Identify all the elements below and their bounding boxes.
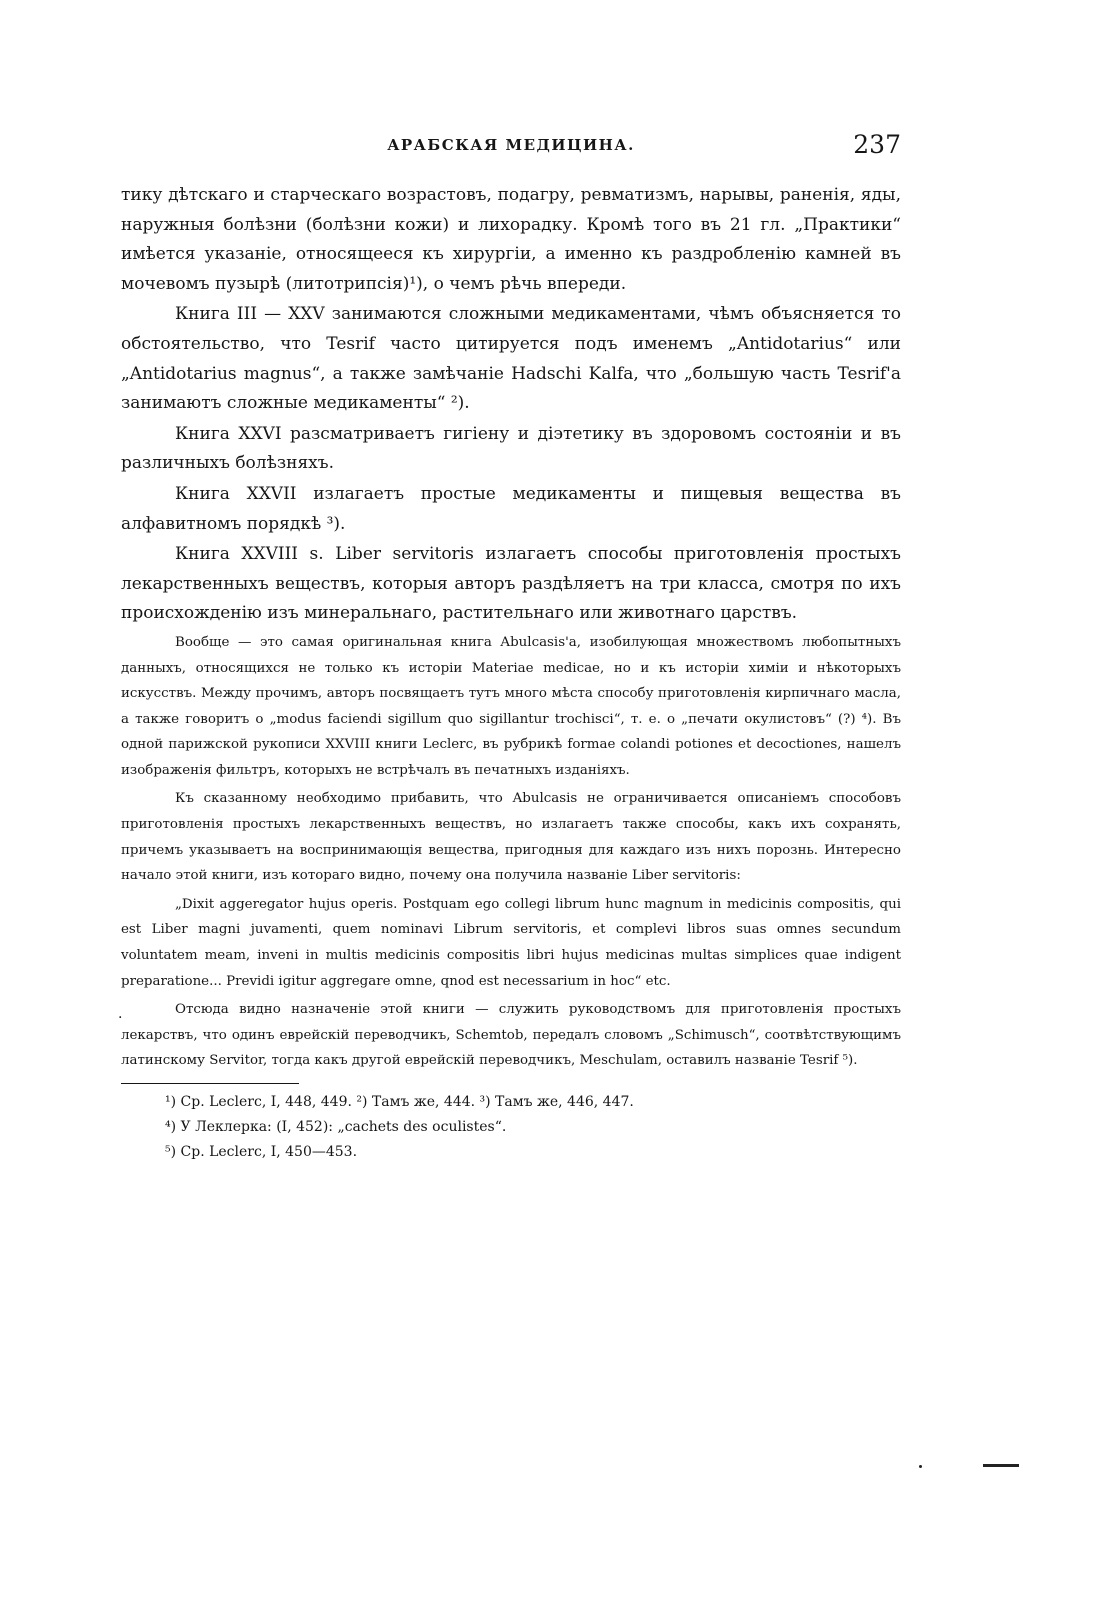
page-number: 237 [853,130,901,159]
footnote: ⁵) Ср. Leclerc, I, 450—453. [165,1144,358,1160]
body-paragraph: Книга III — XXV занимаются сложными медикаментами, чѣмъ объясняется то обстоятельство, что Tesrif часто цитируется подъ именемъ „Antidotarius“ или „Antidotarius magnus“, а также замѣчаніе Hadschi Kalfa, что „большую часть Tesrif'а занимаютъ сложные медикаменты“ ²). [121,304,901,414]
body-paragraph: тику дѣтскаго и старческаго возрастовъ, подагру, ревматизмъ, нарывы, раненія, яды, наружныя болѣзни (болѣзни кожи) и лихорадку. Кромѣ того въ 21 гл. „Практики“ имѣется указаніе, относящееся къ хирургіи, а именно къ раздробленію камней въ мочевомъ пузырѣ (литотрипсія)¹), о чемъ рѣчь впереди. [121,185,901,294]
small-paragraph: Отсюда видно назначеніе этой книги — служить руководствомъ для приготовленія простыхъ лекарствъ, что одинъ еврейскій переводчикъ, Schemtob, передалъ словомъ „Schimusch“, соотвѣтствующимъ латинскому Servitor, тогда какъ другой еврейскій переводчикъ, Meschulam, оставилъ названіе Tesrif ⁵). [121,1002,901,1069]
body-paragraph: Книга XXVIII s. Liber servitoris излагаетъ способы приготовленія простыхъ лекарственныхъ веществъ, которыя авторъ раздѣляетъ на три класса, смотря по ихъ происхожденію изъ минеральнаго, растительнаго или животнаго царствъ. [121,544,901,624]
page-body [121,181,901,1165]
margin-mark: . [118,1006,123,1022]
body-paragraph: Книга XXVII излагаетъ простые медикаменты и пищевыя вещества въ алфавитномъ порядкѣ ³). [121,483,901,534]
footnote-rule [121,1083,299,1084]
page-header [121,130,901,164]
small-paragraph: Къ сказанному необходимо прибавить, что Abulcasis не ограничивается описаніемъ способовъ приготовленія простыхъ лекарственныхъ веществъ, но излагаетъ также способы, какъ ихъ сохранять, причемъ указываетъ на воспринимающія вещества, пригодныя для каждаго изъ нихъ порознь. Интересно начало этой книги, изъ котораго видно, почему она получила названіе Liber servitoris: [121,791,901,884]
scan-mark [919,1465,922,1468]
scan-mark [983,1464,1019,1467]
small-paragraph: Вообще — это самая оригинальная книга Abulcasis'а, изобилующая множествомъ любопытныхъ данныхъ, относящихся не только къ исторіи Materiae medicae, но и къ исторіи химіи и нѣкоторыхъ искусствъ. Между прочимъ, авторъ посвящаетъ тутъ много мѣста способу приготовленія кирпичнаго масла, а также говоритъ о „modus faciendi sigillum quo sigillantur trochisci“, т. е. о „печати окулистовъ“ (?) ⁴). Въ одной парижской рукописи XXVIII книги Leclerc, въ рубрикѣ formae colandi potiones et decoctiones, нашелъ изображенія фильтръ, которыхъ не встрѣчалъ въ печатныхъ изданіяхъ. [121,634,901,778]
footnotes [121,1090,901,1165]
body-paragraph: Книга XXVI разсматриваетъ гигіену и діэтетику въ здоровомъ состояніи и въ различныхъ болѣзняхъ. [121,423,901,474]
footnote: ¹) Ср. Leclerc, I, 448, 449. ²) Тамъ же, 444. ³) Тамъ же, 446, 447. [165,1094,634,1110]
running-head: АРАБСКАЯ МЕДИЦИНА. [387,136,635,154]
latin-quotation: „Dixit aggeregator hujus operis. Postquam ego collegi librum hunc magnum in medicinis compositis, qui est Liber magni juvamenti, quem nominavi Librum servitoris, et complevi libros suas omnes secundum voluntatem meam, inveni in multis medicinis compositis libri hujus medicinas multas simplices quae indigent preparatione... Previdi igitur aggregare omne, qnod est necessarium in hoc“ etc. [121,896,901,989]
footnote: ⁴) У Леклерка: (I, 452): „cachets des oculistes“. [165,1119,507,1135]
